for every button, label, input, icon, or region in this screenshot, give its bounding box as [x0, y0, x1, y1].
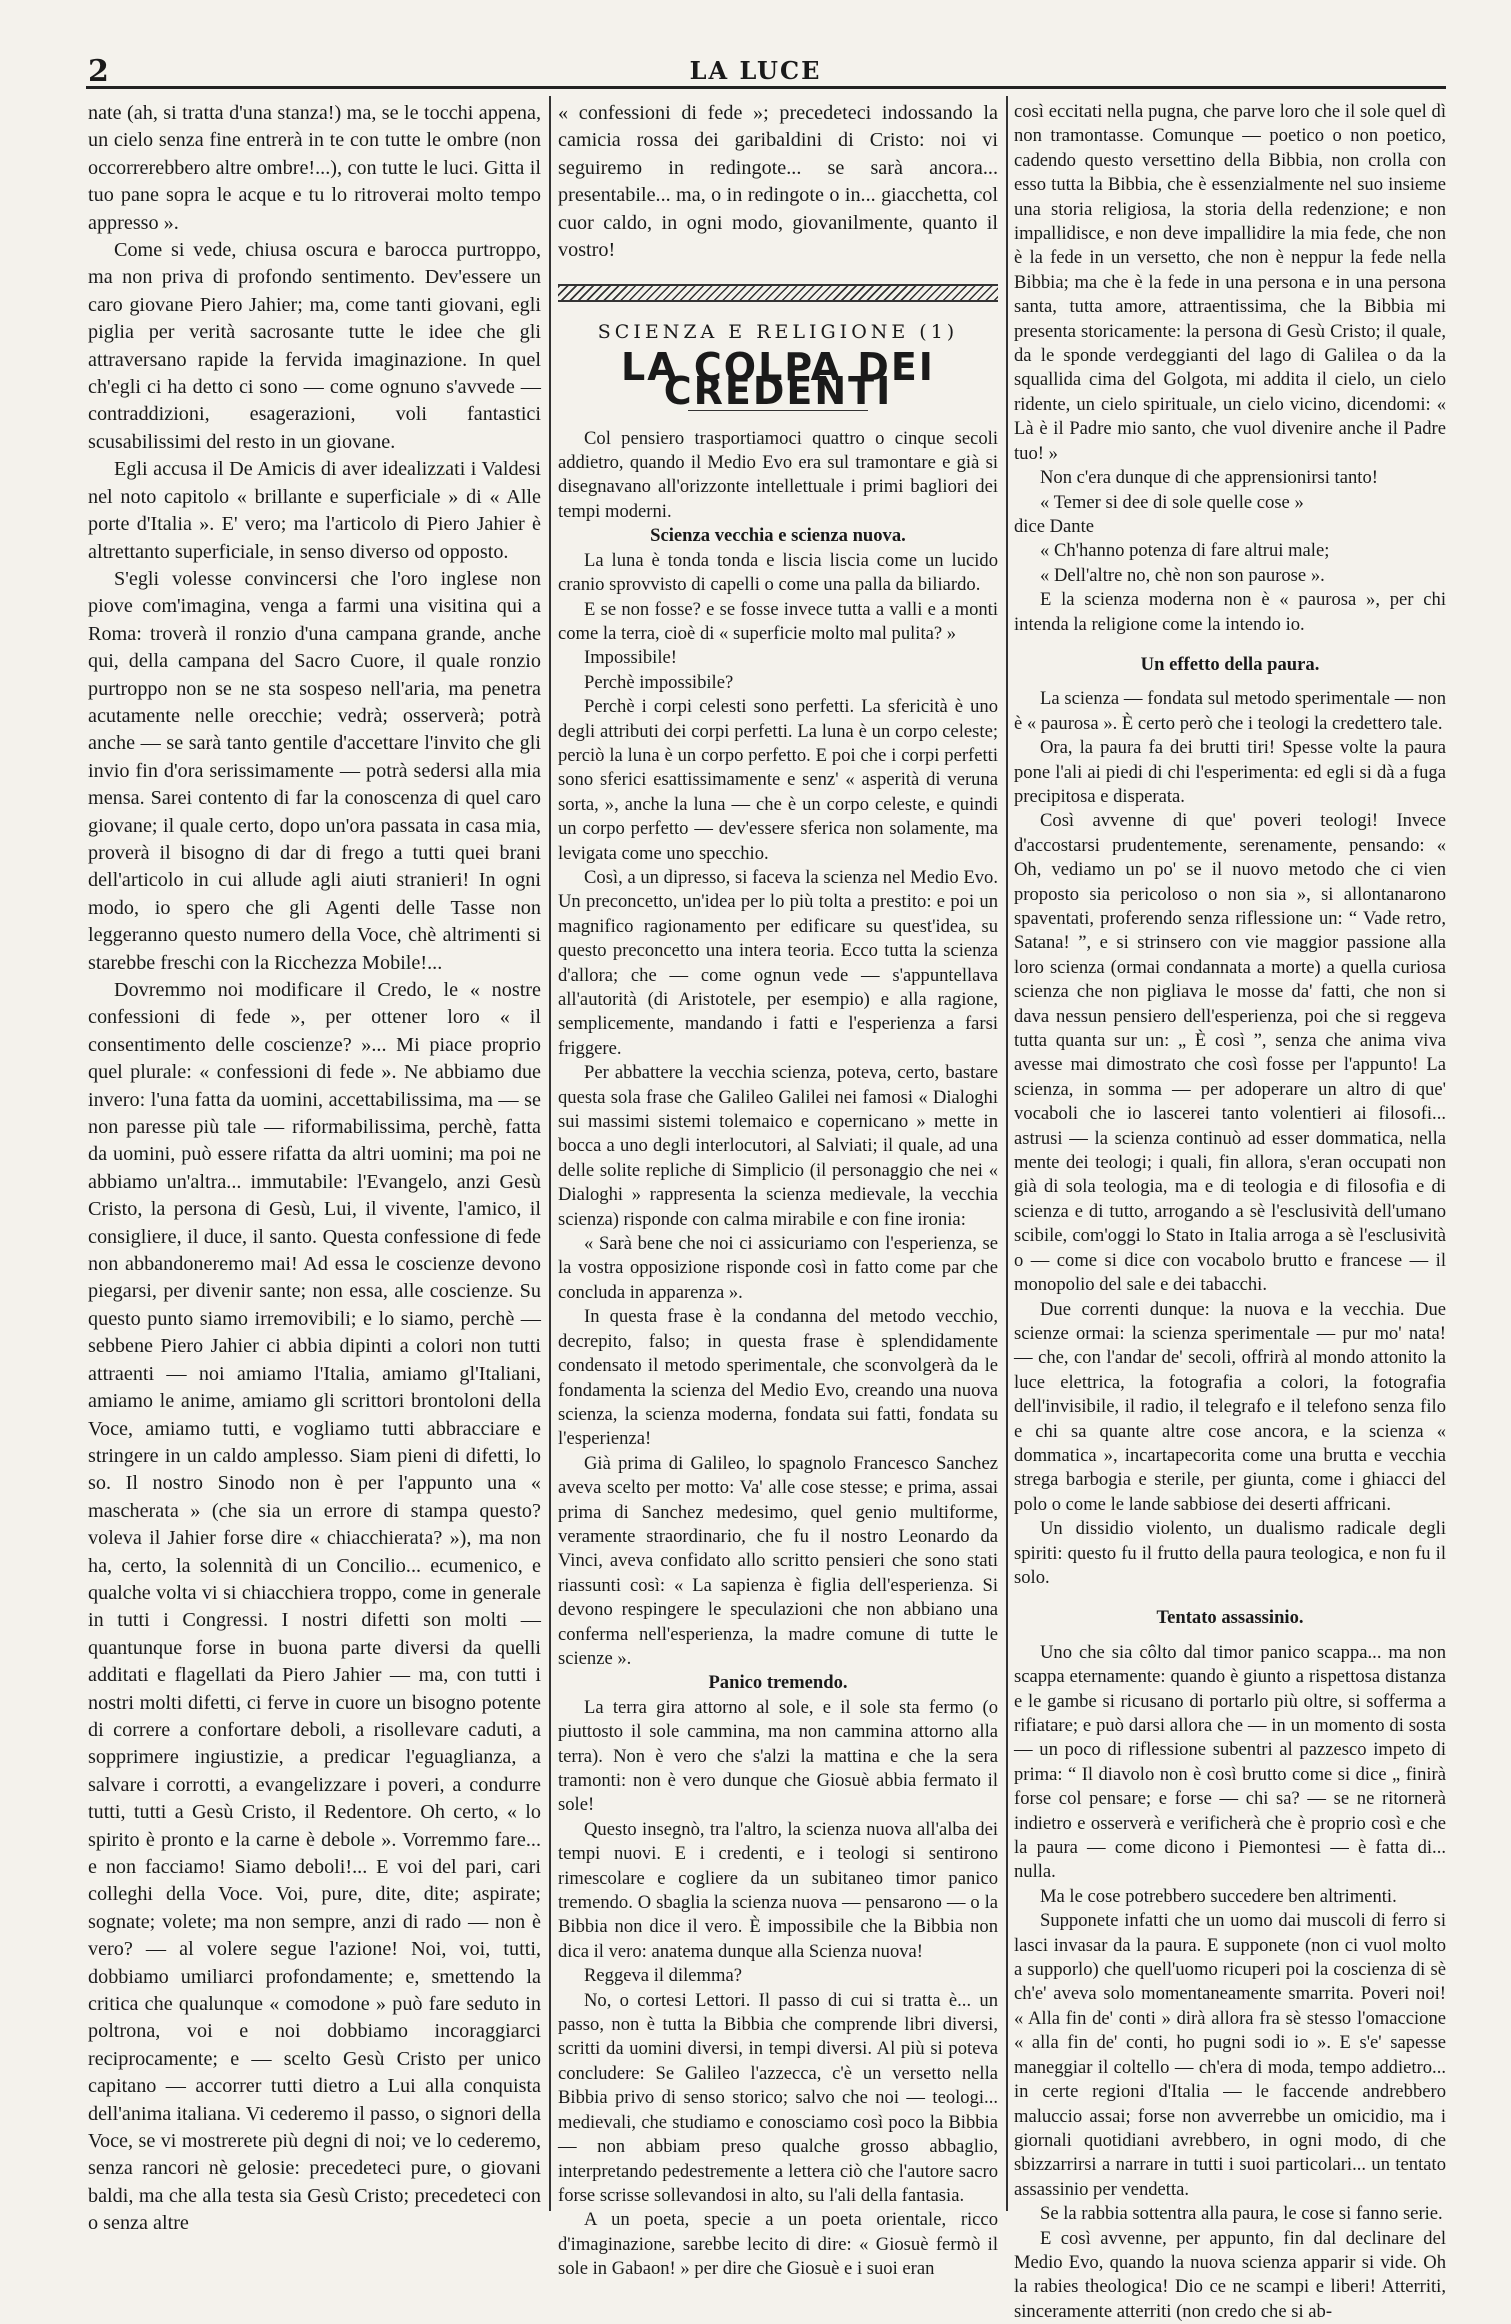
column-3 — [1014, 100, 1446, 2322]
paragraph: Reggeva il dilemma? — [584, 1965, 742, 1987]
subheading: Un effetto della paura. — [1140, 653, 1320, 675]
paragraph: Uno che sia côlto dal timor panico scappa... ma non scappa eternamente: quando è giunto a rispettosa distanza e le gambe si ricusano di portarlo più oltre, si sofferma a rifiatare; e può darsi allora che — in un momento di sosta — un poco di riflessione subentri al pazzesco impeto di prima: “ Il diavolo non è così brutto come si dice „ finirà forse col pensare; e forse — chi sa? — se ne ritornerà indietro e osserverà e verificherà che è proprio così e che la paura — come dicono i Piemontesi — è fatta di... nulla. — [1014, 1641, 1446, 1883]
paragraph: Supponete infatti che un uomo dai muscoli di ferro si lasci invasar da la paura. E supponete (non ci vuol molto a supporlo) che quell'uomo ricuperi poi la coscienza di sè ch'e' aveva solo momentaneamente smarrita. Poveri noi! « Alla fin de' conti » dirà allora fra sè stesso l'omaccione « alla fin de' conti, ho pugni sodi io ». E s'e' sapesse maneggiar il coltello — ch'era di moda, tempo addietro... in certe regioni d'Italia — le faccende andrebbero maluccio assai; forse non avverrebbe un omicidio, ma i giornali quotidiani avrebbero, in ogni modo, di che sbizzarrirsi a narrare in tutti i suoi particolari... un tentato assassinio per vendetta. — [1014, 1910, 1446, 2200]
paragraph: La scienza — fondata sul metodo sperimentale — non è « paurosa ». È certo però che i teologi la credettero tale. — [1014, 688, 1446, 734]
continued-text — [558, 100, 998, 264]
section-heading: SCIENZA E RELIGIONE (1) — [597, 321, 959, 344]
paragraph: No, o cortesi Lettori. Il passo di cui si tratta è... un passo, non è tutta la Bibbia che comprende libri diversi, scritti da uomini diversi, in tempi diversi. Al più si poteva concludere: Se Galileo l'azzecca, c'è un versetto nella Bibbia privo di senso storico; salvo che noi — teologi... medievali, che studiamo e conosciamo così poco la Bibbia — non abbiam preso qualche grosso abbaglio, interpretando pedestremente a lettera ciò che l'autore sacro forse scrisse sollevandosi in alto, su l'ali della fantasia. — [558, 1989, 998, 2206]
column-divider-1 — [549, 96, 551, 2211]
paragraph: E se non fosse? e se fosse invece tutta a valli e a monti come la terra, cioè di « superficie molto mal pulita? » — [558, 598, 998, 644]
column-2 — [558, 100, 998, 2280]
column-divider-2 — [1006, 96, 1008, 2211]
page-number: 2 — [88, 54, 109, 89]
paragraph: Ma le cose potrebbero succedere ben altrimenti. — [1040, 1885, 1397, 1907]
paragraph: Questo insegnò, tra l'altro, la scienza nuova all'alba dei tempi nuovi. E i credenti, e i teologi si sentirono rimescolare e cogliere da un subitaneo timor panico tremendo. O sbaglia la scienza nuova — pensarono — o la Bibbia non dice il vero. È impossibile che la Bibbia non dica il vero: anatema dunque alla Scienza nuova! — [558, 1818, 998, 1962]
paragraph: così eccitati nella pugna, che parve loro che il sole quel dì non tramontasse. Comunque — poetico o non poetico, cadendo questo versettino della Bibbia, non crolla con esso tutta la Bibbia, che è essenzialmente nel suo insieme una storia religiosa, la storia della redenzione; e non impallidisce, e non deve impallidire la mia fede, che non è la fede in un versetto, che non è neppur la fede nella Bibbia; ma che è la fede in una persona e in una persona santa, tutta amore, attraentissima, che la Bibbia mi presenta storicamente: la persona di Gesù Cristo; il quale, da le sponde verdeggianti del lago di Galilea o da la squallida cima del Golgota, mi addita il cielo, un cielo ridente, un cielo spirituale, un cielo vicino, dicendomi: « Là è il Padre mio santo, che vuol divenire anche il Padre tuo! » — [1014, 101, 1446, 464]
paragraph: Se la rabbia sottentra alla paura, le cose si fanno serie. — [1040, 2203, 1443, 2225]
subheading: Scienza vecchia e scienza nuova. — [650, 525, 906, 547]
paragraph: E così avvenne, per appunto, fin dal declinare del Medio Evo, quando la nuova scienza apparir si vide. Oh la rabies theologica! Dio ce ne scampi e liberi! Atterriti, sinceramente atterriti (non credo che si ab- — [1014, 2227, 1446, 2322]
paragraph: Egli accusa il De Amicis di aver idealizzati i Valdesi nel noto capitolo « brillante e superficiale » di « Alle porte d'Italia ». E' vero; ma l'articolo di Piero Jahier è altrettanto superficiale, in senso diverso od opposto. — [88, 458, 541, 563]
paragraph: nate (ah, si tratta d'una stanza!) ma, se le tocchi appena, un cielo senza fine entrerà in te con tutte le ombre (non occorrerebbero altre ombre!...), con tutte le luci. Gitta il tuo pane sopra le acque e tu lo ritroverai molto tempo appresso ». — [88, 102, 541, 234]
paragraph: Non c'era dunque di che apprensionirsi tanto! — [1040, 467, 1378, 489]
paragraph: La terra gira attorno al sole, e il sole sta fermo (o piuttosto il sole cammina, ma non cammina attorno alla terra). Non è vero che s'alzi la mattina e che la sera tramonti: non è vero dunque che Giosuè abbia fermato il sole! — [558, 1696, 998, 1816]
paragraph: Impossibile! — [584, 647, 677, 669]
paragraph: Già prima di Galileo, lo spagnolo Francesco Sanchez aveva scelto per motto: Va' alle cose stesse; e prima, assai prima di Sanchez medesimo, quel genio multiforme, veramente straordinario, che fu il nostro Leonardo da Vinci, aveva confidato allo scritto pensieri che sono stati riassunti così: « La sapienza è figlia dell'esperienza. Si devono respingere le speculazioni che non abbiano una conferma nell'esperienza, la madre comune di tutte le scienze ». — [558, 1452, 998, 1669]
paragraph: « confessioni di fede »; precedeteci indossando la camicia rossa dei garibaldini di Cristo: noi vi seguiremo in redingote... se sarà ancora... presentabile... ma, o in redingote o in... giacchetta, col cuor caldo, in ogni modo, giovanilmente, quanto il vostro! — [558, 102, 998, 262]
paragraph: Così avvenne di que' poveri teologi! Invece d'accostarsi prudentemente, serenamente, pensando: « Oh, vediamo un po' se il nuovo metodo che ci vien proposto sia pericoloso o non sia », si allontanarono spaventati, proferendo senza riflessione un: “ Vade retro, Satana! ”, e si strinsero con vie maggior passione alla loro scienza (ormai condannata a morte) a quella curiosa scienza che non pigliava le mosse da' fatti, che non si dava nessun pensiero dell'esperienza, poi che si reggeva tutta quanta sur un: „ È così ”, senza che anima viva avesse mai dimostrato che così fosse per l'appunto! La scienza, in somma — per adoperare un altro di que' vocaboli che io lascerei tanto volentieri ai filosofi... astrusi — la scienza continuò ad esser dommatica, nella mente dei teologi; i quali, fin allora, s'eran occupati non già di sola teologia, ma e di teologia e di filosofia e di scienza e di tutto, arrogando a sè l'esclusività dell'umano scibile, com'oggi lo Stato in Italia arroga a sè l'esclusività o — come si dice con vocabolo brutto e francese — il monopolio del sale e dei tabacchi. — [1014, 810, 1446, 1296]
paragraph: E la scienza moderna non è « paurosa », per chi intenda la religione come la intendo io. — [1014, 589, 1446, 635]
paragraph: Per abbattere la vecchia scienza, poteva, certo, bastare questa sola frase che Galileo Galilei nei famosi « Dialoghi sui massimi sistemi tolemaico e copernicano » mette in bocca a uno degli interlocutori, al Salviati; il quale, ad una delle solite repliche di Simplicio (il personaggio che nei « Dialoghi » rappresenta la scienza medievale, la vecchia scienza) risponde con calma mirabile e con fine ironia: — [558, 1062, 998, 1230]
masthead-title: LA LUCE — [689, 56, 822, 85]
subheading: Panico tremendo. — [708, 1672, 848, 1694]
ornamental-divider — [558, 284, 998, 302]
paragraph: Col pensiero trasportiamoci quattro o cinque secoli addietro, quando il Medio Evo era sul tramontare e già si disegnavano all'orizzonte intellettuale i primi bagliori dei tempi moderni. — [558, 427, 998, 522]
subheading: Tentato assassinio. — [1156, 1607, 1304, 1629]
paragraph: « Dell'altre no, chè non son paurose ». — [1040, 564, 1325, 586]
paragraph: dice Dante — [1014, 515, 1095, 537]
paragraph: « Ch'hanno potenza di fare altrui male; — [1040, 540, 1330, 562]
paragraph: Così, a un dipresso, si faceva la scienza nel Medio Evo. Un preconcetto, un'idea per lo più tolta a prestito: e poi un magnifico ragionamento per edificare su quest'idea, su questo preconcetto una intera teoria. Ecco tutta la scienza d'allora; che — come ognun vede — s'appuntellava all'autorità (di Aristotele, per esempio) e alla ragione, semplicemente, mandando i fatti e l'esperienza a farsi friggere. — [558, 866, 998, 1059]
article-title: LA COLPA DEI CREDENTI — [621, 344, 935, 414]
paragraph: Perchè i corpi celesti sono perfetti. La sfericità è uno degli attributi dei corpi perfetti. La luna è un corpo celeste; perciò la luna è un corpo perfetto. E poi che i corpi perfetti sono sferici esattissimamente e senz' « asperità di veruna sorta, », anche la luna — che è un corpo celeste, e quindi un corpo perfetto — dev'essere sferica non solamente, ma levigata come uno specchio. — [558, 696, 998, 864]
paragraph: « Sarà bene che noi ci assicuriamo con l'esperienza, se la vostra opposizione risponde così in fatto come par che concluda in apparenza ». — [558, 1233, 998, 1303]
paragraph: Perchè impossibile? — [584, 671, 734, 693]
paragraph: S'egli volesse convincersi che l'oro inglese non piove com'imagina, venga a farmi una visitina qui a Roma: troverà il ronzio d'una campana grande, anche qui, della campana del Sacro Cuore, il quale ronzio purtroppo non se ne sta sospeso nell'aria, ma penetra acutamente nelle orecchie; vedrà; osserverà; potrà anche — se sarà tanto gentile d'accettare l'invito che gli invio fin d'ora serissimamente — potrà sedersi alla mia mensa. Sarei contento di far la conoscenza di quel caro giovane; il quale certo, dopo un'ora passata in casa mia, proverà il bisogno di dar di frego a tutti quei brani dell'articolo in cui allude agli aiuti stranieri! In ogni modo, io spero che gli Agenti delle Tasse non leggeranno questo numero della Voce, chè altrimenti si starebbe freschi con la Ricchezza Mobile!... — [88, 567, 541, 974]
paragraph: In questa frase è la condanna del metodo vecchio, decrepito, falso; in questa frase è splendidamente condensato il metodo sperimentale, che sconvolgerà da le fondamenta la scienza del Medio Evo, creando una nuova scienza, la scienza moderna, fondata sui fatti, fondata su l'esperienza! — [558, 1306, 998, 1450]
paragraph: Due correnti dunque: la nuova e la vecchia. Due scienze ormai: la scienza sperimentale — pur mo' nata! — che, con l'andar de' secoli, offrirà al mondo attonito la luce elettrica, la fotografia a colori, la fotografia dell'invisibile, il radio, il telegrafo e il telefono senza filo e chi sa quante altre cose ancora, e la scienza « dommatica », incartapecorita come una brutta e vecchia strega barbogia e sterile, per giunta, come i ghiacci del polo o come le lande sabbiose dei deserti affricani. — [1014, 1298, 1446, 1515]
paragraph: A un poeta, specie a un poeta orientale, ricco d'imaginazione, sarebbe lecito di dire: « Giosuè fermò il sole in Gabaon! » per dire che Giosuè e i suoi eran — [558, 2209, 998, 2280]
paragraph: Come si vede, chiusa oscura e barocca purtroppo, ma non priva di profondo sentimento. Dev'essere un caro giovane Piero Jahier; ma, come tanti giovani, egli piglia per verità sacrosante tutte le idee che gli attraversano rapide la fervida imaginazione. In quel ch'egli ci ha detto ci sono — come ognuno s'avvede — contraddizioni, esagerazioni, voli fantastici scusabilissimi del resto in un giovane. — [88, 239, 541, 453]
paragraph: Ora, la paura fa dei brutti tiri! Spesse volte la paura pone l'ali ai piedi di chi l'esperimenta: ed egli si dà a fuga precipitosa e disperata. — [1014, 737, 1446, 807]
paragraph: Un dissidio violento, un dualismo radicale degli spiriti: questo fu il frutto della paura teologica, e non fu il solo. — [1014, 1518, 1446, 1588]
paragraph: Dovremmo noi modificare il Credo, le « nostre confessioni di fede », per ottener loro « il consentimento delle coscienze? »... Mi piace proprio quel plurale: « confessioni di fede ». Ne abbiamo due invero: l'una fatta da uomini, accettabilissima, ma — se non paresse più tale — riformabilissima, perchè, fatta da uomini, può essere rifatta da altri uomini; ma poi ne abbiamo un'altra... immutabile: l'Evangelo, anzi Gesù Cristo, la persona di Gesù, Lui, il vivente, l'amico, il consigliere, il duce, il santo. Questa confessione di fede non abbandoneremo mai! Ad essa le coscienze devono piegarsi, per divenir sante; non essa, alle coscienze. Su questo punto siamo irremovibili; e lo siamo, perchè — sebbene Piero Jahier ci abbia dipinti a colori non tutti attraenti — noi amiamo l'Italia, amiamo gl'Italiani, amiamo le anime, amiamo gli scrittori brontoloni della Voce, amiamo tutti, e vogliamo tutti abbracciare e stringere in un caldo amplesso. Siam pieni di difetti, lo so. Il nostro Sinodo non è per l'appunto una « mascherata » (che sia un errore di stampa questo? voleva il Jahier forse dire « chiacchierata? »), ma non ha, certo, la solennità di un Concilio... ecumenico, e qualche volta vi si chiacchiera troppo, come in generale in tutti i Congressi. I nostri difetti son molti — quantunque forse in buona parte diversi da quelli additati e flagellati da Piero Jahier — ma, con tutti i nostri molti difetti, ci ferve in cuore un bisogno potente di correre a confortare deboli, a risollevare caduti, a sopprimere ingiustizie, a predicar l'eguaglianza, a salvare i corrotti, a evangelizzare i poveri, a condurre tutti, tutti a Gesù Cristo, il Redentore. Oh certo, « lo spirito è pronto e la carne è debole ». Vorremmo fare... e non facciamo! Siamo deboli!... E voi del pari, cari colleghi della Voce. Voi, pure, dite, dite; aspirate; sognate; volete; ma non sempre, anzi di rado — non è vero? — al volere segue l'azione! Noi, voi, tutti, dobbiamo umiliarci profondamente; e, smettendo la critica che qualunque « comodone » può fare seduto in poltrona, voi e noi dobbiamo incoraggiarci reciprocamente; e — scelto Gesù Cristo per unico capitano — accorrer tutti dietro a Lui alla conquista dell'anima italiana. Vi cederemo il passo, o signori della Voce, se vi mostrerete più degni di noi; ve lo cederemo, senza rancori nè gelosie: precedeteci pure, o giovani baldi, ma che alla testa sia Gesù Cristo; precedeteci con o senza altre — [88, 979, 541, 2235]
header-rule — [86, 86, 1446, 89]
column-1 — [88, 100, 541, 2235]
article-body-part-2 — [1014, 100, 1446, 2324]
paragraph: « Temer si dee di sole quelle cose » — [1040, 491, 1304, 513]
paragraph: La luna è tonda tonda e liscia liscia come un lucido cranio sprovvisto di capelli o come una palla da biliardo. — [558, 549, 998, 596]
article-body-part-1 — [558, 427, 998, 2282]
